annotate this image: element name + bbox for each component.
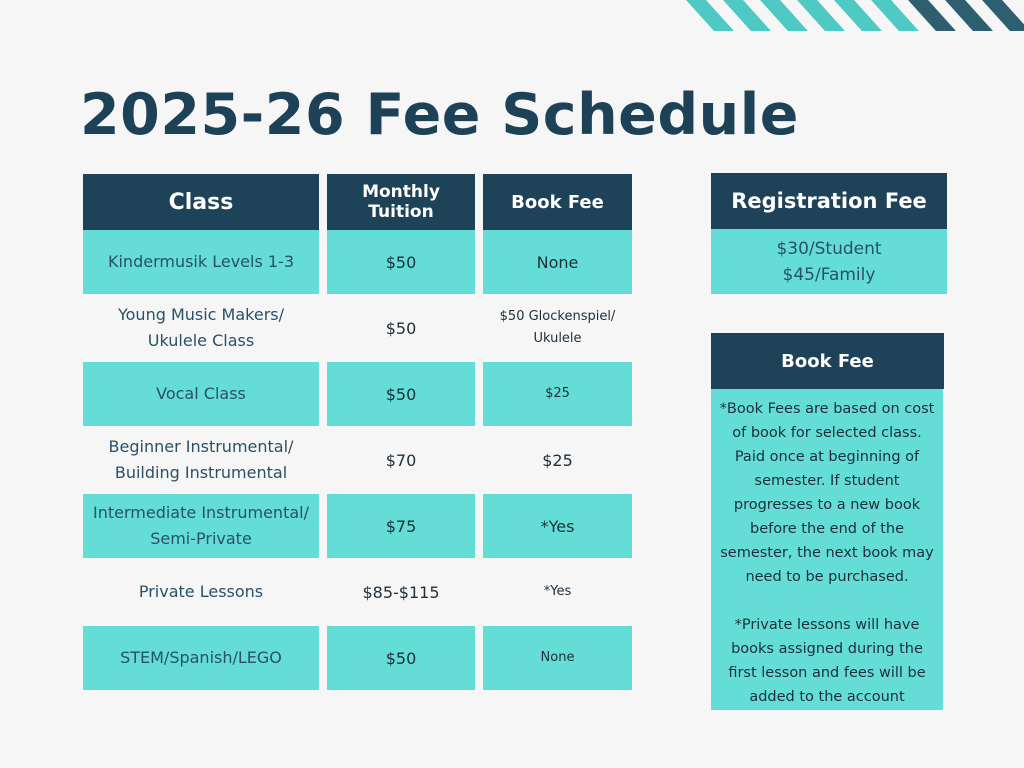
registration-fee-header xyxy=(711,173,947,229)
registration-fee-title: Registration Fee xyxy=(731,189,927,213)
table-row-tuition xyxy=(327,626,475,690)
class-name: Intermediate Instrumental/ xyxy=(93,503,309,522)
book-fee-value: *Yes xyxy=(543,584,572,599)
header-tuition xyxy=(327,174,475,230)
book-fee-value: Ukulele xyxy=(533,331,582,346)
table-row-tuition xyxy=(327,296,475,360)
header-book-fee xyxy=(483,174,632,230)
book-fee-value: None xyxy=(536,252,579,272)
book-fee-note-text: *Book Fees are based on cost of book for selected class. Paid once at beginning of semester. If student progresses to a new book before the end of the semester, the next book may need to be purchased. xyxy=(719,401,935,585)
tuition-value: $50 xyxy=(385,648,417,668)
table-row-tuition xyxy=(327,560,475,624)
table-row-book-fee xyxy=(483,230,632,294)
table-row-book-fee xyxy=(483,494,632,558)
table-row-tuition xyxy=(327,428,475,492)
table-row-class xyxy=(83,428,319,492)
table-row-tuition xyxy=(327,362,475,426)
table-row-class xyxy=(83,362,319,426)
page-title: 2025-26 Fee Schedule xyxy=(80,82,799,148)
tuition-value: $85-$115 xyxy=(362,582,440,602)
table-row-tuition xyxy=(327,494,475,558)
header-class xyxy=(83,174,319,230)
book-fee-value: *Yes xyxy=(540,516,575,536)
book-fee-header xyxy=(711,333,944,389)
book-fee-note xyxy=(711,389,943,710)
class-name: Young Music Makers/ xyxy=(117,305,285,324)
class-name: Ukulele Class xyxy=(147,331,255,350)
table-row-book-fee xyxy=(483,428,632,492)
class-name: Vocal Class xyxy=(156,384,246,403)
table-row-class xyxy=(83,560,319,624)
tuition-value: $75 xyxy=(385,516,417,536)
header-class-label: Class xyxy=(168,189,234,215)
header-tuition-label: Tuition xyxy=(368,202,434,222)
table-row-book-fee xyxy=(483,626,632,690)
registration-fee-family: $45/Family xyxy=(782,264,876,285)
table-row-class xyxy=(83,626,319,690)
class-name: STEM/Spanish/LEGO xyxy=(120,648,282,667)
book-fee-value: $50 Glockenspiel/ xyxy=(499,309,616,324)
class-name: Building Instrumental xyxy=(114,463,288,482)
header-tuition-label: Monthly xyxy=(362,182,440,202)
tuition-value: $50 xyxy=(385,384,417,404)
table-row-book-fee xyxy=(483,296,632,360)
book-fee-title: Book Fee xyxy=(781,350,874,372)
registration-fee-body xyxy=(711,229,947,294)
table-row-class xyxy=(83,494,319,558)
tuition-value: $50 xyxy=(385,252,417,272)
tuition-value: $70 xyxy=(385,450,417,470)
private-lessons-note-text: *Private lessons will have books assigned during the first lesson and fees will be added to the account xyxy=(728,617,926,705)
table-row-book-fee xyxy=(483,362,632,426)
book-fee-value: $25 xyxy=(542,450,573,470)
tuition-value: $50 xyxy=(385,318,417,338)
registration-fee-student: $30/Student xyxy=(776,238,882,259)
book-fee-value: $25 xyxy=(545,386,570,401)
table-row-tuition xyxy=(327,230,475,294)
table-row-class xyxy=(83,230,319,294)
table-row-class xyxy=(83,296,319,360)
class-name: Kindermusik Levels 1-3 xyxy=(107,252,295,271)
decorative-stripes xyxy=(0,0,1024,31)
class-name: Beginner Instrumental/ xyxy=(108,437,294,456)
table-row-book-fee xyxy=(483,560,632,624)
book-fee-value: None xyxy=(540,650,575,665)
class-name: Private Lessons xyxy=(138,582,264,601)
header-book-fee-label: Book Fee xyxy=(511,191,604,213)
class-name: Semi-Private xyxy=(150,529,252,548)
